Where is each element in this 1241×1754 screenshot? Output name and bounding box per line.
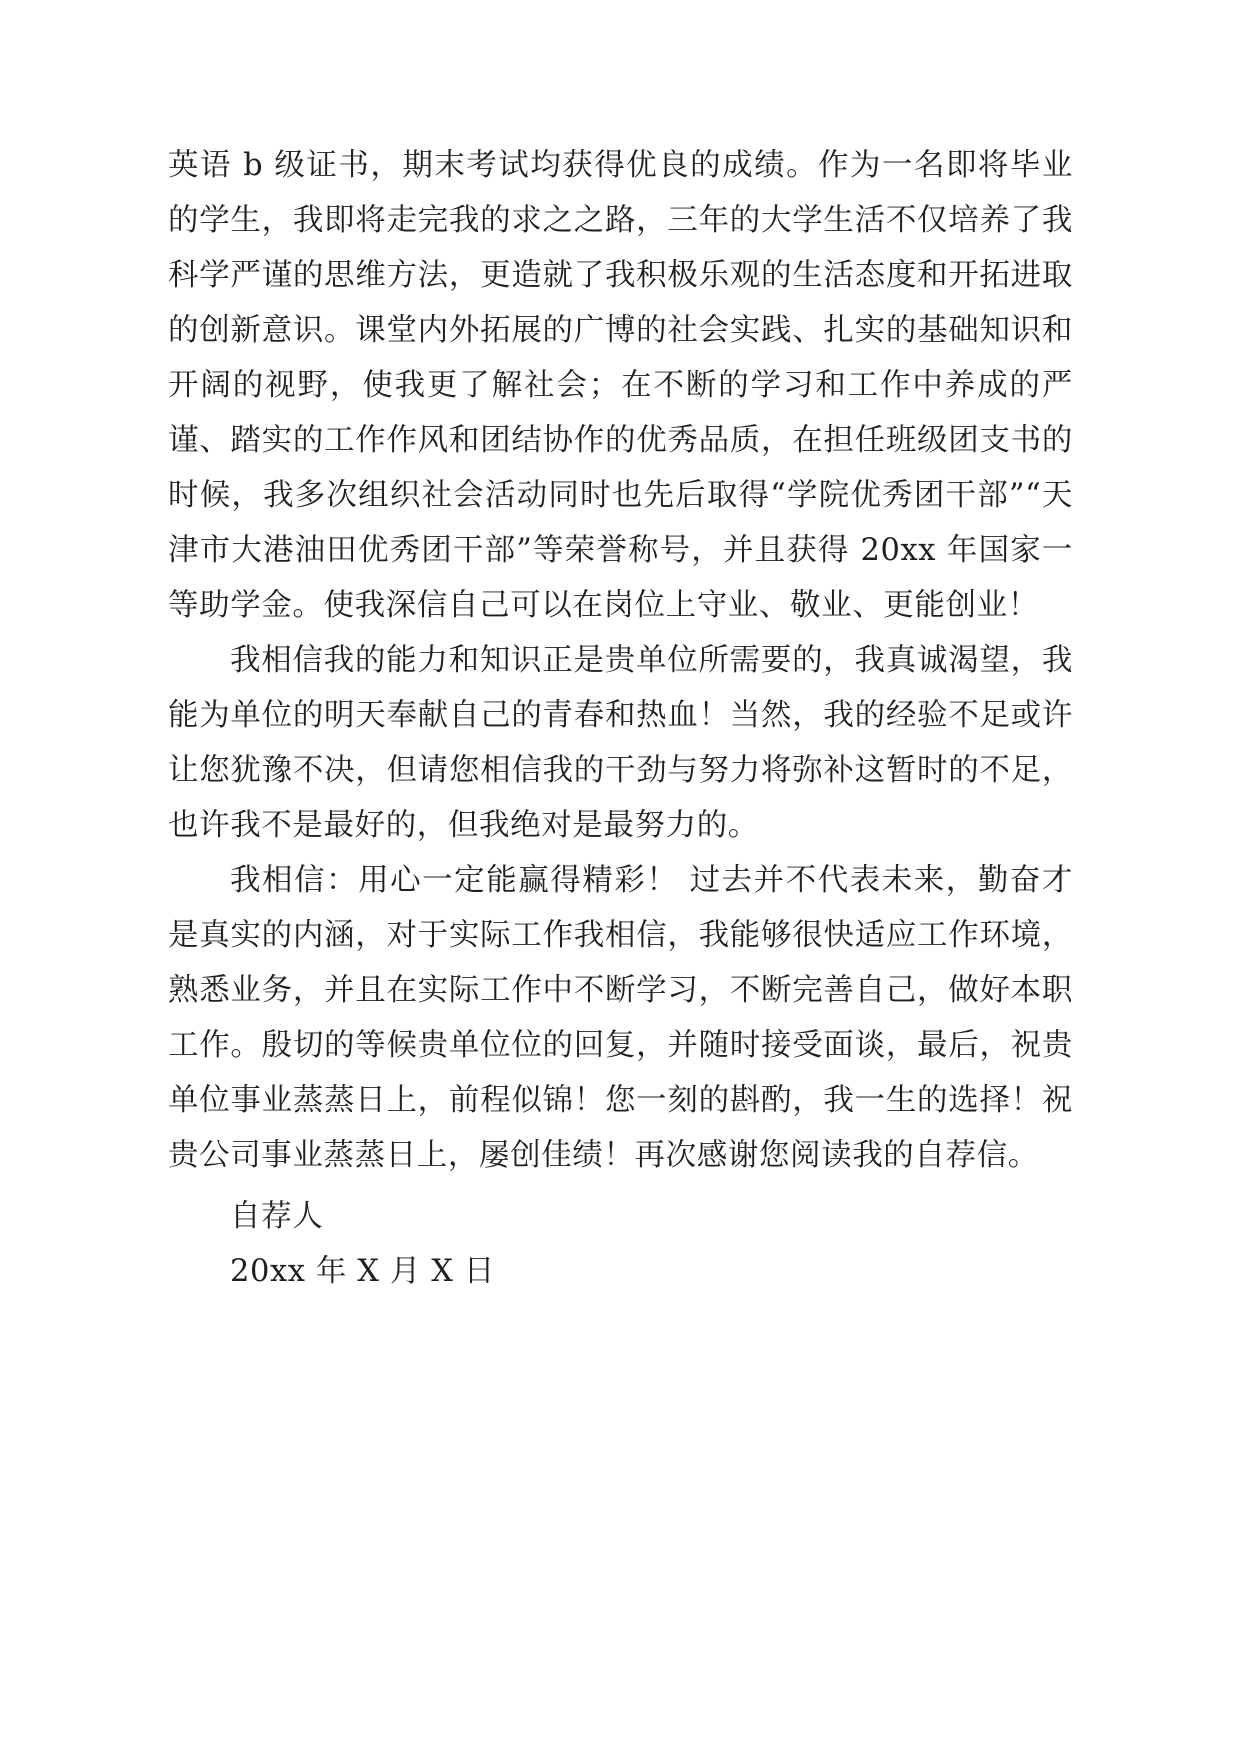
signature-date: 20xx 年 X 月 X 日 bbox=[230, 1254, 496, 1289]
document-body bbox=[168, 138, 1073, 1299]
paragraph-belief: 我相信我的能力和知识正是贵单位所需要的，我真诚渴望，我能为单位的明天奉献自己的青春和热血！当然，我的经验不足或许让您犹豫不决，但请您相信我的干劲与努力将弥补这暂时的不足，也许我不是最好的，但我绝对是最努力的。 bbox=[168, 643, 1073, 843]
paragraph-closing: 我相信：用心一定能赢得精彩！ 过去并不代表未来，勤奋才是真实的内涵，对于实际工作我相信，我能够很快适应工作环境，熟悉业务，并且在实际工作中不断学习，不断完善自己，做好本职工作。殷切的等候贵单位位的回复，并随时接受面谈，最后，祝贵单位事业蒸蒸日上，前程似锦！您一刻的斟酌，我一生的选择！祝贵公司事业蒸蒸日上，屡创佳绩！再次感谢您阅读我的自荐信。 bbox=[168, 863, 1073, 1173]
paragraph-achievements: 英语 b 级证书，期末考试均获得优良的成绩。作为一名即将毕业的学生，我即将走完我的求之之路，三年的大学生活不仅培养了我科学严谨的思维方法，更造就了我积极乐观的生活态度和开拓进取的创新意识。课堂内外拓展的广博的社会实践、扎实的基础知识和开阔的视野，使我更了解社会；在不断的学习和工作中养成的严谨、踏实的工作作风和团结协作的优秀品质，在担任班级团支书的时候，我多次组织社会活动同时也先后取得“学院优秀团干部”“天津市大港油田优秀团干部”等荣誉称号，并且获得 20xx 年国家一等助学金。使我深信自己可以在岗位上守业、敬业、更能创业！ bbox=[168, 148, 1073, 623]
signature-block bbox=[168, 1189, 1073, 1299]
signature-name: 自荐人 bbox=[230, 1199, 324, 1234]
